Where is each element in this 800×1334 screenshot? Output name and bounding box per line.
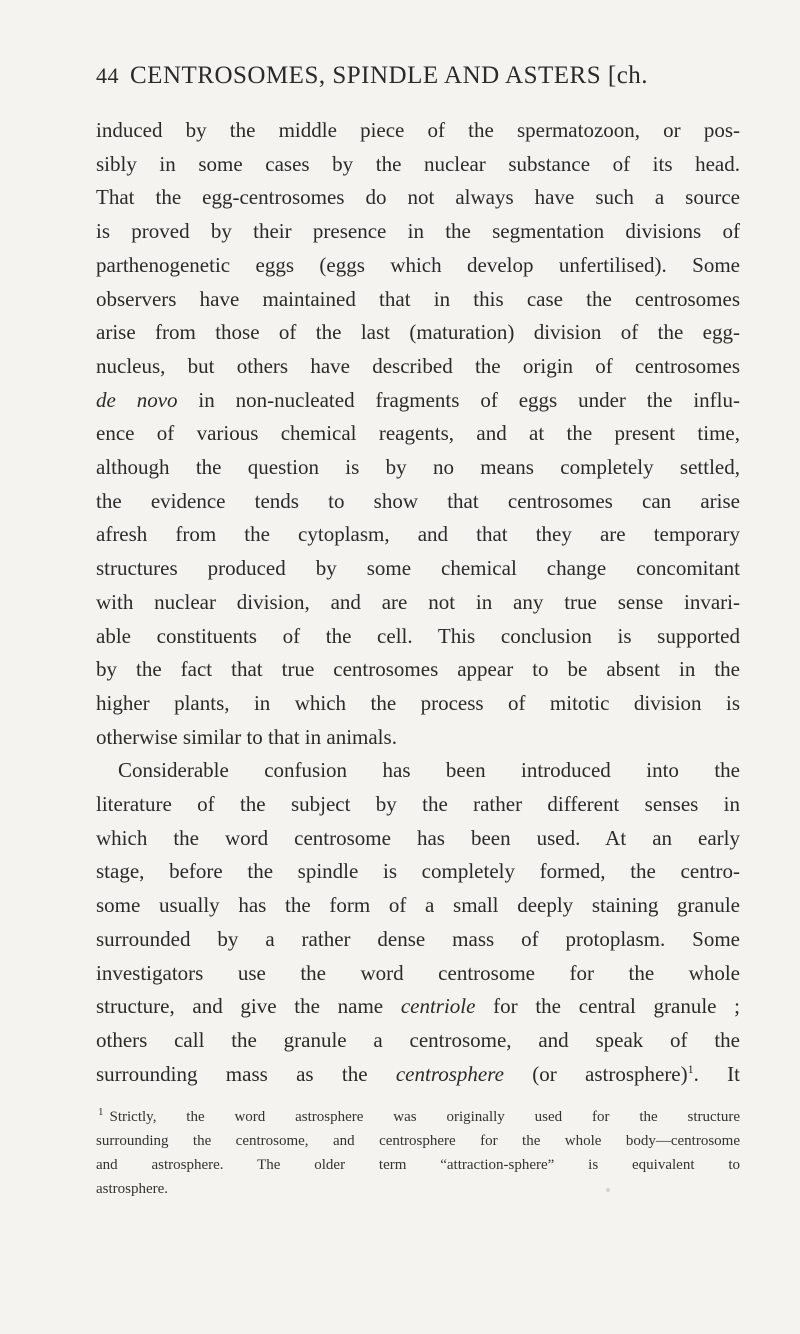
text-line-with-italic (96, 1058, 740, 1092)
text-line: sibly in some cases by the nuclear substance of its head. (96, 151, 740, 176)
paper-speck (606, 1188, 610, 1192)
text-line-end: . It (693, 1061, 740, 1086)
footnote (96, 1105, 740, 1201)
text-line: is proved by their presence in the segmentation divisions of (96, 219, 740, 244)
footnote-text: Strictly, the word astrosphere was originally used for the structure (109, 1109, 740, 1126)
text-line: with nuclear division, and are not in any true sense invari- (96, 589, 740, 614)
text-line: arise from those of the last (maturation) division of the egg- (96, 320, 740, 345)
text-line: by the fact that true centrosomes appear to be absent in the (96, 657, 740, 682)
footnote-line: astrosphere. (96, 1181, 169, 1198)
text-line-middle: (or astrosphere) (532, 1061, 688, 1086)
footnote-line: surrounding the centrosome, and centrosphere for the whole body—centrosome (96, 1133, 740, 1150)
text-line: observers have maintained that in this case the centrosomes (96, 286, 740, 311)
footnote-mark: 1 (98, 1106, 104, 1119)
text-line: able constituents of the cell. This conclusion is supported (96, 623, 740, 648)
text-line: which the word centrosome has been used. At an early (96, 825, 740, 850)
text-line: otherwise similar to that in animals. (96, 724, 397, 749)
italic-term-centriole: centriole (400, 994, 476, 1019)
text-line: surrounded by a rather dense mass of protoplasm. Some (96, 926, 740, 951)
running-header (96, 62, 740, 106)
running-title: CENTROSOMES, SPINDLE AND ASTERS [ch. (130, 62, 649, 89)
text-line-with-italic (96, 384, 740, 418)
text-line-rest: in non-nucleated fragments of eggs under the influ- (198, 387, 740, 412)
text-line: ence of various chemical reagents, and at the present time, (96, 421, 740, 446)
text-line: That the egg-centrosomes do not always have such a source (96, 185, 740, 210)
text-line: nucleus, but others have described the origin of centrosomes (96, 353, 740, 378)
italic-term-centrosphere: centrosphere (395, 1061, 504, 1086)
text-line-start: surrounding mass as the (96, 1061, 368, 1086)
italic-term-de-novo: de novo (96, 387, 178, 412)
text-line: literature of the subject by the rather different senses in (96, 792, 740, 817)
text-line: higher plants, in which the process of mitotic division is (96, 690, 740, 715)
paragraph-1 (96, 114, 740, 754)
text-line: parthenogenetic eggs (eggs which develop unfertilised). Some (96, 252, 740, 277)
text-line: investigators use the word centrosome for the whole (96, 960, 740, 985)
text-line: others call the granule a centrosome, and speak of the (96, 1027, 740, 1052)
footnote-line (96, 1105, 740, 1129)
text-line-with-italic (96, 990, 740, 1024)
text-line: structures produced by some chemical change concomitant (96, 556, 740, 581)
book-page (96, 62, 740, 1201)
page-number: 44 (96, 63, 119, 88)
text-line-rest: for the central granule ; (493, 994, 741, 1019)
footnote-line: and astrosphere. The older term “attraction-sphere” is equivalent to (96, 1157, 740, 1174)
text-line: the evidence tends to show that centrosomes can arise (96, 488, 740, 513)
footnote-reference[interactable]: 1 (687, 1061, 694, 1076)
body-text (96, 114, 740, 1091)
text-line: although the question is by no means completely settled, (96, 455, 740, 480)
text-line: stage, before the spindle is completely formed, the centro- (96, 859, 740, 884)
text-line: Considerable confusion has been introduced into the (118, 758, 740, 783)
text-line-start: structure, and give the name (96, 994, 384, 1019)
paragraph-2 (96, 754, 740, 1091)
text-line: some usually has the form of a small deeply staining granule (96, 893, 740, 918)
text-line: afresh from the cytoplasm, and that they are temporary (96, 522, 740, 547)
text-line: induced by the middle piece of the spermatozoon, or pos- (96, 118, 740, 142)
